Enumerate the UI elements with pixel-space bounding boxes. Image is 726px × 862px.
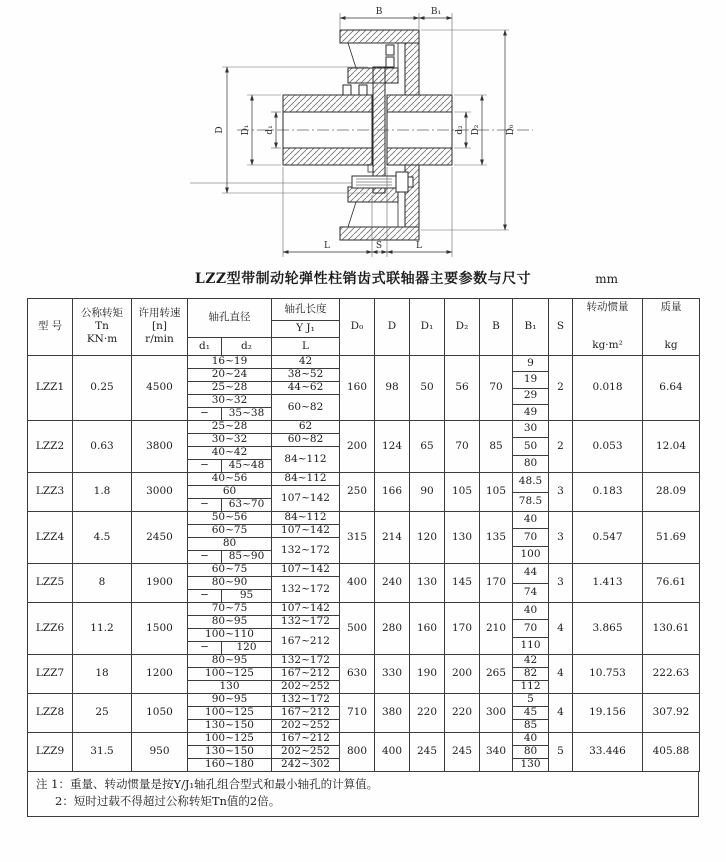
col-header-d0: D₀ (340, 299, 375, 356)
footnotes (27, 772, 699, 817)
bore-range-cell: 40~56 (188, 473, 272, 486)
col-header-inertia (573, 299, 643, 356)
b1-stack (513, 655, 548, 693)
length-cell: 202~252 (272, 681, 340, 694)
length-cell: 242~302 (272, 759, 340, 772)
d1-cell: 160 (410, 603, 445, 655)
speed-cell: 1200 (132, 655, 188, 694)
mass-cell: 76.61 (643, 564, 700, 603)
drum-wall-top (405, 43, 419, 95)
b-cell: 300 (480, 694, 513, 733)
model-cell: LZZ9 (28, 733, 73, 772)
inertia-cell: 19.156 (573, 694, 643, 733)
b1-value: 100 (513, 546, 548, 563)
table-row (28, 733, 700, 746)
length-cell: 202~252 (272, 746, 340, 759)
b1-value: 50 (513, 437, 548, 454)
b1-value: 40 (523, 732, 538, 745)
b-cell: 265 (480, 655, 513, 694)
length-cell: 132~172 (272, 655, 340, 668)
b1-cell (513, 473, 549, 512)
bore-range-cell: 130 (188, 681, 272, 694)
flange-pin-a (343, 85, 351, 95)
b1-value: 30 (523, 422, 538, 435)
left-hub-bottom (283, 148, 372, 165)
bore-d1-cell: − (188, 590, 222, 603)
speed-cell: 4500 (132, 356, 188, 421)
mass-cell: 51.69 (643, 512, 700, 564)
speed-header-line3: r/min (145, 332, 174, 345)
length-cell: 132~172 (272, 538, 340, 564)
col-header-d2-small: d₂ (222, 338, 272, 356)
bore-range-cell: 100~125 (188, 668, 272, 681)
d1-cell: 220 (410, 694, 445, 733)
d0-cell: 630 (340, 655, 375, 694)
bore-range-cell: 100~125 (188, 733, 272, 746)
torque-header-line1: 公称转矩 (81, 307, 123, 320)
length-cell: 60~82 (272, 434, 340, 447)
b1-value: 9 (527, 356, 534, 369)
mass-cell: 222.63 (643, 655, 700, 694)
d-cell: 240 (375, 564, 410, 603)
bore-range-cell: 80 (188, 538, 272, 551)
d2-cell: 200 (445, 655, 480, 694)
b1-stack (513, 356, 548, 420)
length-cell: 84~112 (272, 447, 340, 473)
left-hub-top (283, 95, 372, 112)
bore-range-cell: 60 (188, 486, 272, 499)
b1-stack (513, 421, 548, 472)
length-cell: 132~172 (272, 694, 340, 707)
d-cell: 124 (375, 421, 410, 473)
length-cell: 84~112 (272, 473, 340, 486)
footnote-2: 2：短时过载不得超过公称转矩Tn值的2倍。 (55, 793, 281, 808)
mass-header-line1: 质量 (660, 301, 682, 313)
section-parts (283, 30, 452, 240)
col-header-d-cap: D (375, 299, 410, 356)
length-cell: 44~62 (272, 382, 340, 395)
dim-label-s: S (375, 241, 383, 251)
spec-table-body (28, 356, 700, 772)
b1-value: 80 (513, 745, 548, 758)
length-cell: 107~142 (272, 525, 340, 538)
s-cell: 3 (549, 512, 573, 564)
b1-value: 112 (513, 680, 548, 693)
d-cell: 330 (375, 655, 410, 694)
b1-value: 29 (513, 388, 548, 404)
drum-rim-top (340, 30, 419, 43)
model-cell: LZZ8 (28, 694, 73, 733)
table-row (28, 603, 700, 616)
dim-label-d1-cap: D₁ (241, 124, 251, 136)
b1-cell (513, 694, 549, 733)
d2-cell: 220 (445, 694, 480, 733)
dim-label-b: B (375, 7, 383, 17)
bolt-nut (396, 172, 408, 192)
length-cell: 167~212 (272, 733, 340, 746)
bore-d2-cell: 45~48 (222, 460, 272, 473)
torque-cell: 1.8 (73, 473, 132, 512)
b1-value: 49 (513, 404, 548, 420)
torque-cell: 31.5 (73, 733, 132, 772)
b1-stack (513, 473, 548, 511)
bore-d2-cell: 35~38 (222, 408, 272, 421)
d1-cell: 130 (410, 564, 445, 603)
d1-cell: 190 (410, 655, 445, 694)
model-cell: LZZ2 (28, 421, 73, 473)
speed-cell: 1900 (132, 564, 188, 603)
b1-value: 110 (513, 637, 548, 654)
length-cell: 62 (272, 421, 340, 434)
right-hub-top (387, 95, 452, 112)
d-cell: 98 (375, 356, 410, 421)
mass-cell: 307.92 (643, 694, 700, 733)
b1-value: 48.5 (518, 475, 543, 488)
bore-range-cell: 40~42 (188, 447, 272, 460)
d0-cell: 710 (340, 694, 375, 733)
torque-cell: 11.2 (73, 603, 132, 655)
torque-header-line3: KN·m (86, 332, 118, 345)
speed-cell: 3800 (132, 421, 188, 473)
table-row (28, 512, 700, 525)
inertia-cell: 33.446 (573, 733, 643, 772)
inertia-cell: 0.018 (573, 356, 643, 421)
dim-label-d1-small: d₁ (265, 125, 275, 135)
b-cell: 85 (480, 421, 513, 473)
inertia-cell: 1.413 (573, 564, 643, 603)
length-cell: 107~142 (272, 486, 340, 512)
b1-value: 5 (527, 693, 534, 706)
b1-value: 82 (513, 667, 548, 680)
d2-cell: 145 (445, 564, 480, 603)
unit-label: mm (595, 272, 618, 286)
d1-cell: 65 (410, 421, 445, 473)
speed-cell: 2450 (132, 512, 188, 564)
mass-cell: 405.88 (643, 733, 700, 772)
length-cell: 132~172 (272, 616, 340, 629)
torque-cell: 0.25 (73, 356, 132, 421)
speed-cell: 950 (132, 733, 188, 772)
d2-cell: 245 (445, 733, 480, 772)
flange-pin-b (359, 85, 367, 95)
table-row (28, 694, 700, 707)
col-header-b: B (480, 299, 513, 356)
table-row (28, 421, 700, 434)
b1-stack (513, 603, 548, 654)
b-cell: 340 (480, 733, 513, 772)
length-cell: 167~212 (272, 629, 340, 655)
pin-top-b (386, 57, 394, 67)
d0-cell: 160 (340, 356, 375, 421)
length-cell: 202~252 (272, 720, 340, 733)
length-cell: 107~142 (272, 603, 340, 616)
b1-stack (513, 694, 548, 732)
col-header-l: L (272, 338, 340, 356)
bore-d2-cell: 85~90 (222, 551, 272, 564)
mass-cell: 28.09 (643, 473, 700, 512)
s-cell: 2 (549, 356, 573, 421)
b1-stack (513, 564, 548, 602)
bore-range-cell: 25~28 (188, 421, 272, 434)
speed-header-line2: [n] (152, 320, 167, 333)
bore-range-cell: 30~32 (188, 395, 272, 408)
b1-stack (513, 512, 548, 563)
b1-value: 80 (513, 455, 548, 472)
s-cell: 5 (549, 733, 573, 772)
col-header-yj1: Y J₁ (272, 320, 340, 338)
b1-cell (513, 655, 549, 694)
b1-cell (513, 603, 549, 655)
bore-range-cell: 100~125 (188, 707, 272, 720)
s-cell: 3 (549, 564, 573, 603)
d-cell: 214 (375, 512, 410, 564)
model-cell: LZZ1 (28, 356, 73, 421)
inertia-cell: 0.183 (573, 473, 643, 512)
bore-d1-cell: − (188, 499, 222, 512)
model-cell: LZZ5 (28, 564, 73, 603)
d2-cell: 56 (445, 356, 480, 421)
length-cell: 60~82 (272, 395, 340, 421)
b1-value: 40 (523, 604, 538, 617)
dim-label-l-right: L (416, 241, 422, 251)
b1-cell (513, 564, 549, 603)
d-cell: 280 (375, 603, 410, 655)
bore-range-cell: 80~90 (188, 577, 272, 590)
d-cell: 380 (375, 694, 410, 733)
table-row (28, 655, 700, 668)
inertia-cell: 10.753 (573, 655, 643, 694)
d1-cell: 120 (410, 512, 445, 564)
d2-cell: 170 (445, 603, 480, 655)
model-cell: LZZ4 (28, 512, 73, 564)
b1-value: 130 (513, 758, 548, 771)
d0-cell: 500 (340, 603, 375, 655)
bore-range-cell: 70~75 (188, 603, 272, 616)
inertia-header-line2: kg·m² (592, 339, 623, 352)
d1-cell: 50 (410, 356, 445, 421)
torque-cell: 18 (73, 655, 132, 694)
torque-header-line2: Tn (95, 320, 109, 333)
d-cell: 166 (375, 473, 410, 512)
d2-cell: 130 (445, 512, 480, 564)
length-cell: 132~172 (272, 577, 340, 603)
col-header-d1-small: d₁ (188, 338, 222, 356)
footnote-1: 注 1：重量、转动惯量是按Y/J₁轴孔组合型式和最小轴孔的计算值。 (36, 777, 379, 791)
model-cell: LZZ7 (28, 655, 73, 694)
mass-cell: 130.61 (643, 603, 700, 655)
b-cell: 105 (480, 473, 513, 512)
mass-cell: 12.04 (643, 421, 700, 473)
coupling-svg (0, 0, 726, 266)
bore-range-cell: 80~95 (188, 616, 272, 629)
bolt-end (408, 177, 413, 187)
d0-cell: 400 (340, 564, 375, 603)
d0-cell: 200 (340, 421, 375, 473)
col-header-s: S (549, 299, 573, 356)
spec-table-head (28, 299, 700, 356)
table-row (28, 564, 700, 577)
d2-cell: 70 (445, 421, 480, 473)
b-cell: 170 (480, 564, 513, 603)
coupling-section-drawing (0, 0, 726, 266)
col-header-d2-cap: D₂ (445, 299, 480, 356)
s-cell: 3 (549, 473, 573, 512)
col-header-bore-len: 轴孔长度 (272, 299, 340, 321)
s-cell: 4 (549, 694, 573, 733)
bore-range-cell: 130~150 (188, 746, 272, 759)
d1-cell: 90 (410, 473, 445, 512)
mass-header-line2: kg (664, 339, 678, 352)
b-cell: 135 (480, 512, 513, 564)
bore-d1-cell: − (188, 408, 222, 421)
b1-cell (513, 421, 549, 473)
flange-disc (373, 67, 385, 193)
title-row (0, 268, 726, 292)
torque-cell: 25 (73, 694, 132, 733)
inertia-cell: 3.865 (573, 603, 643, 655)
b1-cell (513, 356, 549, 421)
bore-d1-cell: − (188, 551, 222, 564)
bore-range-cell: 100~110 (188, 629, 272, 642)
s-cell: 4 (549, 655, 573, 694)
bore-range-cell: 160~180 (188, 759, 272, 772)
d0-cell: 315 (340, 512, 375, 564)
speed-header-line1: 许用转速 (138, 307, 181, 320)
torque-cell: 8 (73, 564, 132, 603)
right-hub-bottom (387, 148, 452, 165)
col-header-d1-cap: D₁ (410, 299, 445, 356)
col-header-speed (132, 299, 188, 356)
dim-label-d2-small: d₂ (455, 125, 465, 135)
speed-cell: 3000 (132, 473, 188, 512)
b1-value: 70 (513, 528, 548, 545)
b1-cell (513, 733, 549, 772)
bore-range-cell: 130~150 (188, 720, 272, 733)
d0-cell: 250 (340, 473, 375, 512)
b1-stack (513, 733, 548, 771)
d0-cell: 800 (340, 733, 375, 772)
col-header-b1: B₁ (513, 299, 549, 356)
b1-value: 40 (523, 513, 538, 526)
col-header-bore-dia: 轴孔直径 (188, 299, 272, 338)
b1-value: 85 (513, 719, 548, 732)
col-header-model: 型 号 (28, 299, 73, 356)
dim-label-b1: B₁ (430, 7, 442, 17)
bore-range-cell: 25~28 (188, 382, 272, 395)
length-cell: 42 (272, 356, 340, 369)
d2-cell: 105 (445, 473, 480, 512)
pin-top-a (386, 45, 394, 55)
d1-cell: 245 (410, 733, 445, 772)
bore-range-cell: 60~75 (188, 564, 272, 577)
length-cell: 167~212 (272, 668, 340, 681)
s-cell: 4 (549, 603, 573, 655)
bore-range-cell: 50~56 (188, 512, 272, 525)
b-cell: 70 (480, 356, 513, 421)
speed-cell: 1500 (132, 603, 188, 655)
torque-header-stack (74, 308, 130, 345)
bore-range-cell: 30~32 (188, 434, 272, 447)
b1-value: 74 (513, 583, 548, 603)
bore-range-cell: 60~75 (188, 525, 272, 538)
dim-label-d0-cap: D₀ (506, 124, 516, 136)
inertia-cell: 0.547 (573, 512, 643, 564)
b1-value: 42 (523, 654, 538, 667)
speed-cell: 1050 (132, 694, 188, 733)
model-cell: LZZ3 (28, 473, 73, 512)
bore-range-cell: 16~19 (188, 356, 272, 369)
b1-value: 70 (513, 619, 548, 636)
bore-d2-cell: 63~70 (222, 499, 272, 512)
col-header-torque (73, 299, 132, 356)
dim-label-d-cap: D (215, 126, 225, 134)
mass-cell: 6.64 (643, 356, 700, 421)
header-row-1 (28, 299, 700, 321)
b1-value: 45 (513, 706, 548, 719)
b1-value: 19 (513, 371, 548, 387)
inertia-header-stack (574, 299, 641, 355)
bore-d2-cell: 95 (222, 590, 272, 603)
inertia-cell: 0.053 (573, 421, 643, 473)
spec-table (27, 298, 700, 772)
length-cell: 167~212 (272, 707, 340, 720)
b-cell: 210 (480, 603, 513, 655)
d-cell: 400 (375, 733, 410, 772)
inertia-header-line1: 转动惯量 (586, 301, 629, 313)
table-row (28, 473, 700, 486)
b1-cell (513, 512, 549, 564)
drum-rim-bottom (340, 227, 419, 240)
mass-header-stack (644, 299, 698, 355)
bore-d2-cell: 120 (222, 642, 272, 655)
model-cell: LZZ6 (28, 603, 73, 655)
length-cell: 84~112 (272, 512, 340, 525)
bore-d1-cell: − (188, 642, 222, 655)
length-cell: 107~142 (272, 564, 340, 577)
table-row (28, 356, 700, 369)
bore-range-cell: 20~24 (188, 369, 272, 382)
bore-range-cell: 80~95 (188, 655, 272, 668)
col-header-mass (643, 299, 700, 356)
torque-cell: 0.63 (73, 421, 132, 473)
b1-value: 78.5 (513, 492, 548, 512)
speed-header-stack (133, 308, 186, 345)
bore-d1-cell: − (188, 460, 222, 473)
dim-label-d2-cap: D₂ (471, 124, 481, 136)
s-cell: 2 (549, 421, 573, 473)
torque-cell: 4.5 (73, 512, 132, 564)
length-cell: 38~52 (272, 369, 340, 382)
dim-label-l-left: L (324, 241, 330, 251)
bore-range-cell: 90~95 (188, 694, 272, 707)
page-title: LZZ型带制动轮弹性柱销齿式联轴器主要参数与尺寸 (194, 271, 532, 287)
b1-value: 44 (523, 566, 538, 579)
